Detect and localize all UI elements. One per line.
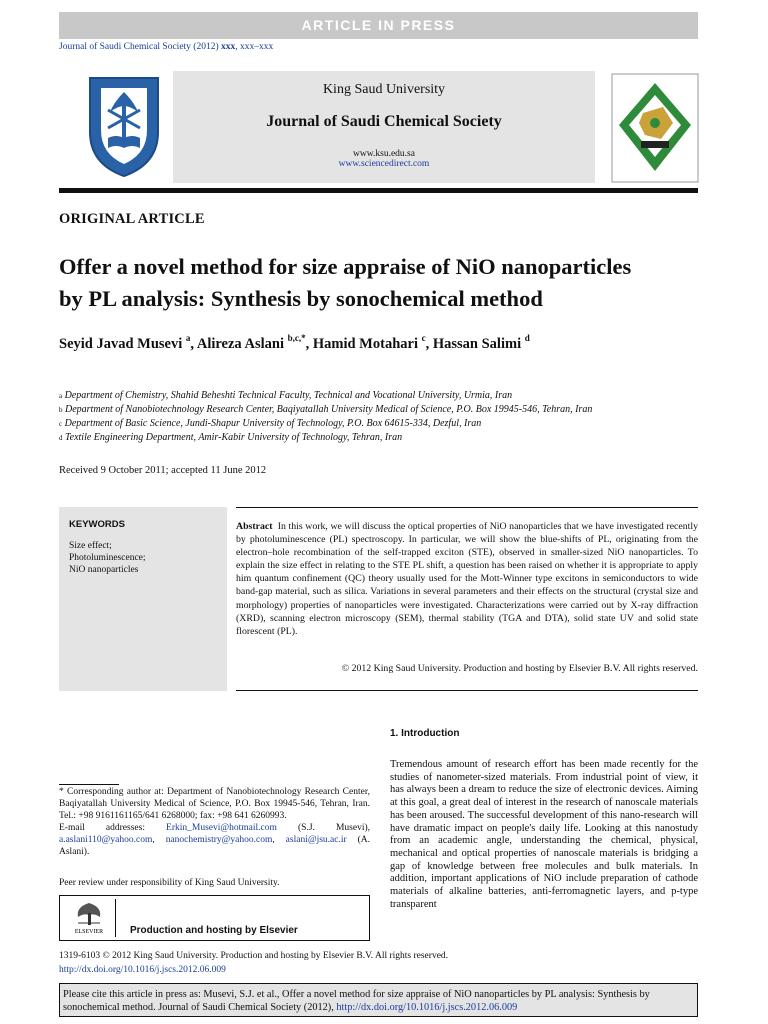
doi-link[interactable]: http://dx.doi.org/10.1016/j.jscs.2012.06.009 [59,965,226,975]
affiliations [59,389,719,445]
affiliation-item: $^b$ Department of Nanobiotechnology Research Center, Baqiyatallah University Medical of Science, P.O. Box 19945-546, Tehran, Iran [59,404,593,415]
elsevier-divider [115,899,116,937]
affiliation-item: $^a$ Department of Chemistry, Shahid Beheshti Technical Faculty, Technical and Vocational University, Urmia, Iran [59,390,513,401]
email-link[interactable]: nanochemistry@yahoo.com [165,834,273,845]
author-list: Seyid Javad Musevi $^a$, Alireza Aslani $^{b,c,*}$, Hamid Motahari $^c$, Hassan Salimi $^d$ [59,333,530,352]
affiliation-item: $^d$ Textile Engineering Department, Amir-Kabir University of Technology, Tehran, Iran [59,432,403,443]
ksu-url-link[interactable]: www.ksu.edu.sa [353,149,415,159]
author-name: Seyid Javad Musevi [59,336,183,352]
citation-box: Please cite this article in press as: Musevi, S.J. et al., Offer a novel method for size appraise of NiO nanoparticles by PL analysis: Synthesis by sonochemical method. Journal of Saudi Chemical Society (2012), http://dx.doi.org/10.1016/j.jscs.2012.06.009 [59,983,698,1017]
introduction-text: Tremendous amount of research effort has been made recently for the studies of nanometer-sized materials. From industrial point of view, it has always been a dream to reduce the size of electronic devices. Aiming at this goal, a great deal of interest in the research of nanoscale materials has been aroused. The successful development of this nano-research will have dramatic impact on people's daily life. Looking at this nanostudy from an academic angle, understanding the chemical, physical, mechanical and optical properties of nanoscale materials is bridging a gap of knowledge between free molecules and bulk materials. In addition, important applications of NiO include preparation of cathode materials of alkaline batteries, anti-ferromagnetic layers, and p-type transparent [390,759,698,910]
author-name: Hassan Salimi [432,336,522,352]
keyword-item: Size effect; [69,541,112,551]
university-name: King Saud University [322,82,446,97]
elsevier-logo-text: ELSEVIER [74,929,104,935]
section-heading: 1. Introduction [390,728,460,739]
footnote-rule [59,784,119,785]
email-link[interactable]: a.aslani110@yahoo.com [59,834,153,845]
journal-name: Journal of Saudi Chemical Society [266,113,502,130]
king-saud-university-logo [84,72,164,180]
keyword-item: Photoluminescence; [69,553,146,563]
affiliation-item: $^c$ Department of Basic Science, Jundi-Shapur University of Technology, P.O. Box 64615-334, Dezful, Iran [59,418,482,429]
email-link[interactable]: aslani@jsu.ac.ir [285,834,347,845]
author-name: Hamid Motahari [312,336,418,352]
header-rule [59,188,698,193]
elsevier-tree-logo [68,899,110,935]
keywords-box [59,507,227,691]
saudi-chemical-society-logo [611,73,699,183]
article-in-press-banner: ARTICLE IN PRESS [59,12,698,39]
abstract-bottom-rule [236,690,698,691]
sciencedirect-url-link[interactable]: www.sciencedirect.com [338,159,430,169]
abstract-copyright: © 2012 King Saud University. Production and hosting by Elsevier B.V. All rights reserved. [341,663,698,674]
peer-review-note: Peer review under responsibility of King Saud University. [59,878,280,888]
abstract: Abstract In this work, we will discuss the optical properties of NiO nanoparticles that we have investigated recently by photoluminescence (PL) spectroscopy. In particular, we will show the blue-shifts of PL, originating from the electron–hole recombination of the self-trapped exciton (STE), observed in smaller-sized NiO nanoparticles. To explain the size effect in relating to the STE PL shift, a question has been raised on whether it is appropriate to apply him quantum confinement (QC) theory usually used for the Mott-Winner type excitons in semiconductors to wide band-gap material, such as silica. Variations in several parameters and their effects on the structural (crystal size and morphology) properties of nanoparticles were investigated. Characterizations were carried out by X-ray diffraction (XRD), scanning electron microscopy (SEM), thermal stability (TGA and DTA), solid state UV and solid state florescent (PL). [236,521,698,637]
corresponding-author-footnote: * Corresponding author at: Department of Nanobiotechnology Research Center, Baqiyatallah University Medical of Science, P.O. Box 19945-546, Tehran, Iran. Tel.: +98 9161161165/641 6268000; fax: +98 641 6260993. E-mail addresses: Erkin_Musevi@hotmail.com (S.J. Musevi), a.aslani110@yahoo.com, nanochemistry@yahoo.com, aslani@jsu.ac.ir (A. Aslani). [59,787,371,857]
keywords-title: KEYWORDS [69,519,125,530]
keywords-list [69,540,146,576]
author-name: Alireza Aslani [196,336,284,352]
elsevier-production-text: Production and hosting by Elsevier [130,925,298,936]
issn-copyright: 1319-6103 © 2012 King Saud University. Production and hosting by Elsevier B.V. All rights reserved. [59,951,449,961]
article-title: Offer a novel method for size appraise of NiO nanoparticles by PL analysis: Synthesis by sonochemical method [59,254,632,311]
received-dates: Received 9 October 2011; accepted 11 June 2012 [59,465,267,476]
abstract-top-rule [236,507,698,508]
journal-reference: Journal of Saudi Chemical Society (2012) xxx, xxx–xxx [59,42,274,52]
keyword-item: NiO nanoparticles [69,565,139,575]
article-type: ORIGINAL ARTICLE [59,211,205,227]
citation-doi-link[interactable]: http://dx.doi.org/10.1016/j.jscs.2012.06.009 [336,1002,518,1013]
email-link[interactable]: Erkin_Musevi@hotmail.com [166,822,277,833]
